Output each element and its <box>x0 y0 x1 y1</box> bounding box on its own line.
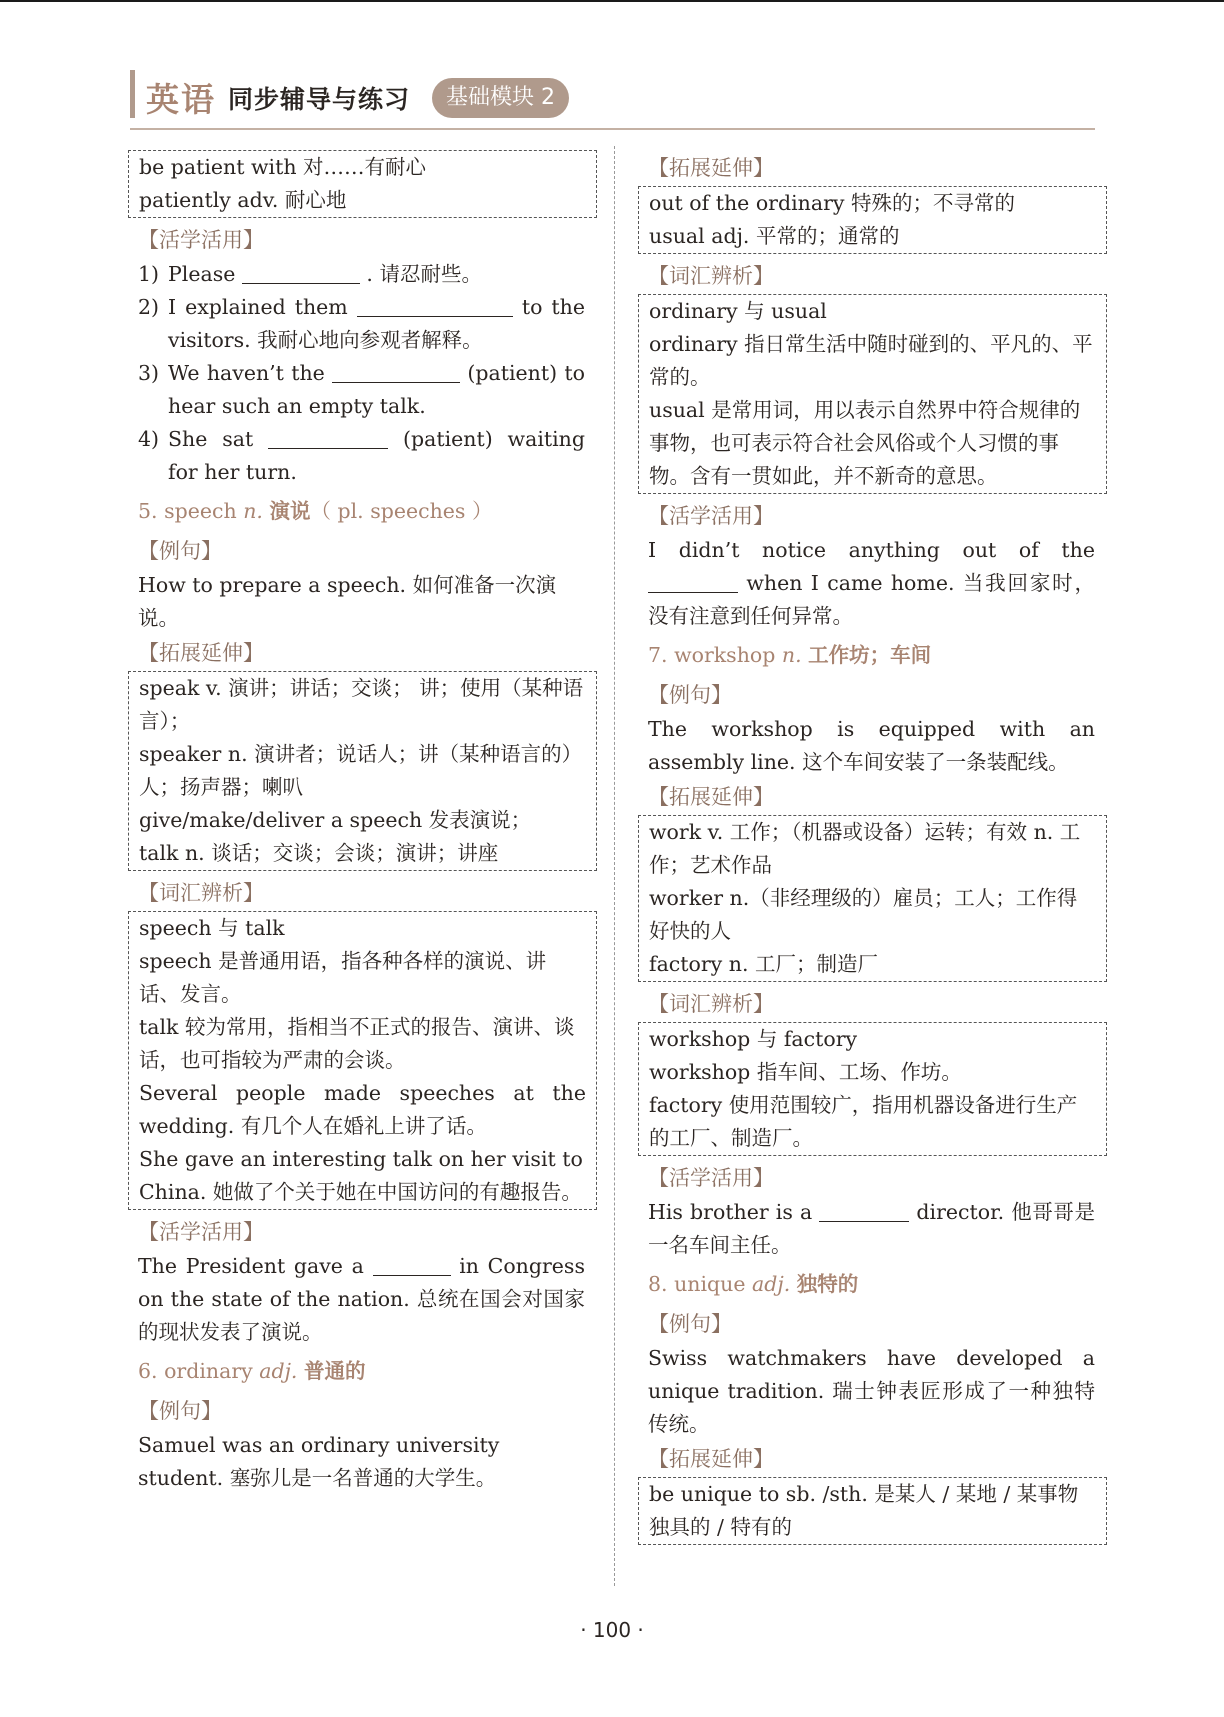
extension-label: 【拓展延伸】 <box>648 1447 774 1471</box>
practice-item <box>138 423 585 489</box>
box-line: ordinary 与 usual <box>649 299 827 323</box>
unique-extension-box <box>638 1477 1107 1545</box>
practice-label: 【活学活用】 <box>648 504 774 528</box>
answer-blank[interactable] <box>268 426 388 449</box>
example-label: 【例句】 <box>648 683 732 707</box>
box-line: out of the ordinary 特殊的；不寻常的 <box>649 191 1015 215</box>
example-sentence: Samuel was an ordinary university student. 塞弥儿是一名普通的大学生。 <box>138 1433 500 1490</box>
vocab-entry-ordinary: 6. ordinary adj. 普通的 <box>138 1359 366 1383</box>
box-line: talk n. 谈话；交谈；会谈；演讲；讲座 <box>139 841 499 865</box>
practice-text: I explained them to the visitors. 我耐心地向参观者解释。 <box>168 295 585 352</box>
extension-label: 【拓展延伸】 <box>138 641 264 665</box>
example-sentence: The workshop is equipped with an assembly line. 这个车间安装了一条装配线。 <box>648 717 1095 774</box>
box-line: talk 较为常用，指相当不正式的报告、演讲、谈话，也可指较为严肃的会谈。 <box>139 1015 575 1072</box>
practice-label: 【活学活用】 <box>138 228 264 252</box>
box-line: speaker n. 演讲者；说话人；讲（某种语言的）人；扬声器；喇叭 <box>139 742 583 799</box>
practice-text: Please . 请忍耐些。 <box>168 262 482 286</box>
workshop-extension-box <box>638 815 1107 982</box>
header-badge: 基础模块 2 <box>432 78 569 118</box>
box-line: usual adj. 平常的；通常的 <box>649 224 900 248</box>
practice-text: The President gave a in Congress on the state of the nation. 总统在国会对国家的现状发表了演说。 <box>138 1254 585 1344</box>
practice-number: 1) <box>138 262 160 286</box>
vocab-entry-workshop: 7. workshop n. 工作坊；车间 <box>648 643 932 667</box>
practice-list <box>138 258 585 489</box>
box-line: ordinary 指日常生活中随时碰到的、平凡的、平常的。 <box>649 332 1093 389</box>
answer-blank[interactable] <box>357 294 513 317</box>
example-label: 【例句】 <box>138 1399 222 1423</box>
box-line: patiently adv. 耐心地 <box>139 188 347 212</box>
extension-label: 【拓展延伸】 <box>648 156 774 180</box>
box-line: work v. 工作；（机器或设备）运转；有效 n. 工作；艺术作品 <box>649 820 1081 877</box>
practice-text: She sat (patient) waiting for her turn. <box>168 427 586 484</box>
speech-extension-box <box>128 671 597 871</box>
practice-number: 3) <box>138 361 160 385</box>
practice-text: His brother is a director. 他哥哥是一名车间主任。 <box>648 1200 1095 1257</box>
example-label: 【例句】 <box>648 1312 732 1336</box>
practice-item <box>138 357 585 423</box>
answer-blank[interactable] <box>819 1199 909 1222</box>
box-line: factory n. 工厂；制造厂 <box>649 952 879 976</box>
practice-item <box>138 291 585 357</box>
box-line: She gave an interesting talk on her visit to China. 她做了个关于她在中国访问的有趣报告。 <box>139 1147 583 1204</box>
box-line: workshop 指车间、工场、作坊。 <box>649 1060 962 1084</box>
workshop-analysis-box <box>638 1022 1107 1156</box>
practice-number: 2) <box>138 295 160 319</box>
header-title: 同步辅导与练习 <box>228 85 411 114</box>
example-sentence: Swiss watchmakers have developed a unique tradition. 瑞士钟表匠形成了一种独特传统。 <box>648 1346 1095 1436</box>
top-rule <box>0 0 1224 2</box>
vocab-entry-unique: 8. unique adj. 独特的 <box>648 1272 859 1296</box>
answer-blank[interactable] <box>242 261 360 284</box>
answer-blank[interactable] <box>648 570 738 593</box>
speech-analysis-box <box>128 911 597 1210</box>
left-column <box>138 150 585 1495</box>
box-line: worker n.（非经理级的）雇员；工人；工作得好快的人 <box>649 886 1078 943</box>
example-label: 【例句】 <box>138 539 222 563</box>
analysis-label: 【词汇辨析】 <box>648 992 774 1016</box>
column-divider <box>614 146 615 1586</box>
page-number: · 100 · <box>580 1618 644 1642</box>
practice-label: 【活学活用】 <box>648 1166 774 1190</box>
box-line: workshop 与 factory <box>649 1027 858 1051</box>
practice-label: 【活学活用】 <box>138 1220 264 1244</box>
practice-number: 4) <box>138 427 160 451</box>
box-line: usual 是常用词，用以表示自然界中符合规律的事物，也可表示符合社会风俗或个人习惯的事物。含有一贯如此，并不新奇的意思。 <box>649 398 1081 488</box>
practice-text: I didn’t notice anything out of the when I came home. 当我回家时，没有注意到任何异常。 <box>648 538 1095 628</box>
answer-blank[interactable] <box>373 1253 451 1276</box>
box-line: be patient with 对……有耐心 <box>139 155 427 179</box>
box-line: Several people made speeches at the wedding. 有几个人在婚礼上讲了话。 <box>139 1081 586 1138</box>
answer-blank[interactable] <box>332 360 460 383</box>
box-line: speech 与 talk <box>139 916 285 940</box>
page-header <box>130 66 1095 128</box>
practice-text: We haven’t the (patient) to hear such an empty talk. <box>168 361 585 418</box>
ordinary-analysis-box <box>638 294 1107 494</box>
box-line: speak v. 演讲；讲话；交谈； 讲；使用（某种语言）； <box>139 676 584 733</box>
patient-extension-box <box>128 150 597 218</box>
header-rule <box>130 128 1095 130</box>
header-accent-bar <box>130 70 135 118</box>
right-column <box>648 150 1095 1549</box>
extension-label: 【拓展延伸】 <box>648 785 774 809</box>
practice-item <box>138 258 585 291</box>
example-sentence: How to prepare a speech. 如何准备一次演说。 <box>138 573 557 630</box>
box-line: give/make/deliver a speech 发表演说； <box>139 808 532 832</box>
box-line: factory 使用范围较广，指用机器设备进行生产的工厂、制造厂。 <box>649 1093 1078 1150</box>
analysis-label: 【词汇辨析】 <box>648 264 774 288</box>
ordinary-extension-box <box>638 186 1107 254</box>
analysis-label: 【词汇辨析】 <box>138 881 264 905</box>
box-line: be unique to sb. /sth. 是某人 / 某地 / 某事物独具的 / 特有的 <box>649 1482 1079 1539</box>
header-subject: 英语 <box>146 80 216 119</box>
box-line: speech 是普通用语，指各种各样的演说、讲话、发言。 <box>139 949 547 1006</box>
vocab-entry-speech: 5. speech n. 演说（ pl. speeches ） <box>138 499 493 523</box>
